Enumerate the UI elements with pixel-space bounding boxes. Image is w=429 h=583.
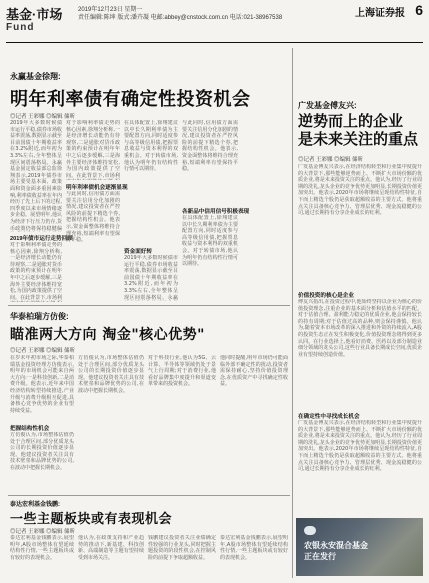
article3-kicker: 泰达宏利基金钱鹏: — [10, 502, 60, 508]
article2-col3: 对于科技行业,他认为5G、云计算、半导体等领域仍处于景气上行周期;对于消费行业,他看好品牌集中度提升和渠道变革带来的投资机会。 — [148, 355, 216, 388]
article1-col1b: 对于影响利率债走势的核心因素,徐翔分析称,一是经济增长动能仍有待观察,二是通胀对货币政策的约束预计在明年年中之后逐步缓解,三是海外主要经济体维持宽松,为国内政策提供了空间。在此背景下,市场利 — [10, 242, 62, 301]
bank-logo-icon — [304, 526, 316, 535]
article1-col2b: 与此同时,信用债方面需要关注信用分化加剧的情况,建议投资者在严控风险的前提下精选个券,把握结构性机会。他表示,资金面整体将维持合理充裕,短端利率有望保持平稳。 — [66, 191, 120, 244]
masthead — [6, 4, 423, 40]
article3-col1: 泰达宏利基金钱鹏表示,展望明年,A股市场整体有望延续结构性行情,一些主题板块或有较好的表现机会。 — [10, 535, 74, 561]
section-name: 基金·市场 — [6, 7, 63, 22]
article3-byline: ◎记者 王彩娜 ◎编辑 储昕 — [10, 529, 76, 535]
article1-subhead-3: 资金面好转 — [124, 249, 152, 255]
article1-col4: 与此同时,信用债方面需要关注信用分化加剧的情况,建议投资者在严控风险的前提下精选个券,把握结构性机会。他表示,资金面整体将维持合理充裕,短端利率有望保持平稳。 — [182, 120, 238, 173]
article2-col2: 方仿俊认为,市场整体估值仍处于合理区间,部分优质龙头公司的长期投资价值逐步显现。他建议投资者关注具有技术壁垒和品牌优势的公司,在波动中把握长期机会。 — [78, 355, 144, 394]
article1-byline: ◎记者 王彩娜 ◎编辑 储昕 — [10, 114, 76, 120]
editor-line: 责任编辑:陈坤 版式:潘卉凝 电邮:abbey@cnstock.com.cn 电话:021-38967538 — [78, 15, 283, 21]
article1-subhead-2: 明年利率债机会逐渐显现 — [66, 185, 128, 191]
divider — [8, 495, 290, 496]
article3-col3: 钱鹏建议投资者关注业绩确定性较强的行业龙头,同时把握主题投资的阶段性机会,在控制风险的前提下争取超额收益。 — [148, 535, 216, 561]
article1-col2: 对于影响利率债走势的核心因素,徐翔分析称,一是经济增长动能仍有待观察,二是通胀对货币政策的约束预计在明年年中之后逐步缓解,三是海外主要经济体维持宽松,为国内政策提供了空间。在此背景下,市场利 — [66, 120, 120, 179]
article4-byline: ◎记者 王彩娜 ◎编辑 储昕 — [298, 157, 364, 163]
article2-col4: 他同时提醒,明年市场仍可能面临外部不确定性的扰动,投资者需保持耐心,坚持价值投资理念,在优质资产中寻找确定性收益。 — [220, 355, 288, 388]
article3-headline: 一些主题板块或有表现机会 — [10, 512, 173, 527]
divider — [8, 305, 290, 306]
article4-headline-line1: 逆势而上的企业 — [298, 112, 404, 130]
article3-col4: 泰达宏利基金钱鹏表示,展望明年,A股市场整体有望延续结构性行情,一些主题板块或有较好的表现机会。 — [220, 535, 288, 561]
page-number: 6 — [415, 2, 423, 18]
ad-line2: 正在发行 — [304, 552, 336, 561]
article4-col1: 广发基金傅友兴表示,在经济结构转型和行业集中度提升的大背景下,那些能够逆势而上、不断扩大市场份额的优质企业,将是未来投资关注的重点。他认为,经历了行业周期的洗礼,龙头企业的竞争优势更加明显,长期投资价值更加突出。他表示,2020年市场将继续呈现结构性特征,自下而上精选个股仍是获取超额收益的主要方式。他将重点关注具备核心竞争力、管理层优秀、现金流稳健的公司,通过长期持有分享企业成长的红利。 — [298, 164, 422, 217]
issue-date: 2019年12月23日 星期一 — [78, 7, 143, 13]
article2-byline: ◎记者 王彩娜 ◎编辑 储昕 — [10, 348, 76, 354]
article1-col3: 在具体配置上,徐翔建议以中长久期利率债为主要配置方向,同时适度参与高等级信用债,把握票息收益与资本利得的双重机会。对于转债市场,他认为明年仍有结构性行情可以期待。 — [124, 120, 178, 173]
article1-col4b: 在具体配置上,徐翔建议以中长久期利率债为主要配置方向,同时适度参与高等级信用债,把握票息收益与资本利得的双重机会。对于转债市场,他认为明年仍有结构性行情可以期待。 — [182, 215, 238, 268]
article4-col2: 傅友兴指出,在投资过程中,他始终坚持以企业为核心的价值投资理念,注重企业的基本面分析和估值水平的匹配。对于估值合理、盈利能力稳定的优质企业,他会保持较长的持有周期;对于估值过高的品种,则会保持谨慎。他认为,随着资本市场改革的深入推进和外资的持续流入,A股的投资生态正在发生积极变化,价值投资理念将得到更多认同。在行业选择上,他看好消费、医药以及部分制造业细分领域的龙头公司,这些行业具备长期成长空间,优质企业有望持续创造价值。 — [298, 299, 422, 358]
masthead-rule — [6, 42, 423, 43]
article2-col1: 在岁末年初市场之际,华泰柏瑞基金投资经理方仿俊表示,明年的市场机会可能来自两大方向:一是科技创新,二是消费升级。他表示,近年来中国经济结构转型持续推进,产业升级与消费升级相互促进,具备核心竞争优势的企业有望持续受益。 — [10, 355, 74, 414]
article4-subhead: 价值投资的核心是企业 — [298, 293, 354, 299]
ad-line1: 农银永安混合基金 — [304, 541, 368, 550]
article3-col2: 他认为,在政策支持和产业趋势的推动下,新基建、科技创新、高端制造等主题有望持续受到市场关注。 — [78, 535, 144, 561]
section-subtitle: Fund — [6, 22, 35, 33]
column-divider — [292, 48, 293, 578]
article4-kicker: 广发基金傅友兴: — [298, 101, 357, 110]
article4-col3: 广发基金傅友兴表示,在经济结构转型和行业集中度提升的大背景下,那些能够逆势而上、不断扩大市场份额的优质企业,将是未来投资关注的重点。他认为,经历了行业周期的洗礼,龙头企业的竞争优势更加明显,长期投资价值更加突出。他表示,2020年市场将继续呈现结构性特征,自下而上精选个股仍是获取超额收益的主要方式。他将重点关注具备核心竞争力、管理层优秀、现金流稳健的公司,通过长期持有分享企业成长的红利。 — [298, 420, 422, 473]
article1-subhead-4: 各新品中信用信号积极表现 — [182, 209, 250, 215]
newspaper-name: 上海证券报 — [355, 8, 405, 19]
issue-meta — [78, 6, 282, 22]
article2-kicker: 华泰柏瑞方仿俊: — [10, 312, 69, 321]
article2-col1b: 方仿俊认为,市场整体估值仍处于合理区间,部分优质龙头公司的长期投资价值逐步显现。他建议投资者关注具有技术壁垒和品牌优势的公司,在波动中把握长期机会。 — [10, 432, 74, 471]
article1-subhead: 2019年债市运行走势回顾 — [10, 236, 73, 242]
article1-col1: 2019年大多数时候债市运行平稳,债券市场收益率震荡,数据显示截至目前国债十年期收益率在3.2%附近,而年初为3.3%左右,全年整体呈现区间震荡格局。永赢基金固定收益部总监徐翔表示,2019年债券市场主要受基本面、政策面和资金面多重因素影响,利率债收益率在年内经历了先上后下的过程,四季度以来市场情绪逐步企稳。展望明年,他认为经济下行压力仍存,货币政策仍将保持稳健偏 — [10, 120, 62, 232]
fund-advertisement — [296, 518, 423, 576]
article1-headline: 明年利率债有确定性投资机会 — [10, 89, 251, 110]
article2-subhead: 把握结构性机会 — [10, 426, 50, 432]
article4-subhead-2: 在确定性中寻找成长机会 — [298, 414, 360, 420]
article2-headline: 瞄准两大方向 淘金"核心优势" — [10, 327, 205, 343]
article1-col3b: 2019年大多数时候债市运行平稳,债券市场收益率震荡,数据显示截至目前国债十年期收益率在3.2%附近,而年初为3.3%左右,全年整体呈现区间震荡格局。永赢 — [124, 255, 178, 301]
article4-headline-line2: 是未来关注的重点 — [298, 130, 419, 148]
article1-kicker: 永赢基金徐翔: — [10, 72, 61, 81]
